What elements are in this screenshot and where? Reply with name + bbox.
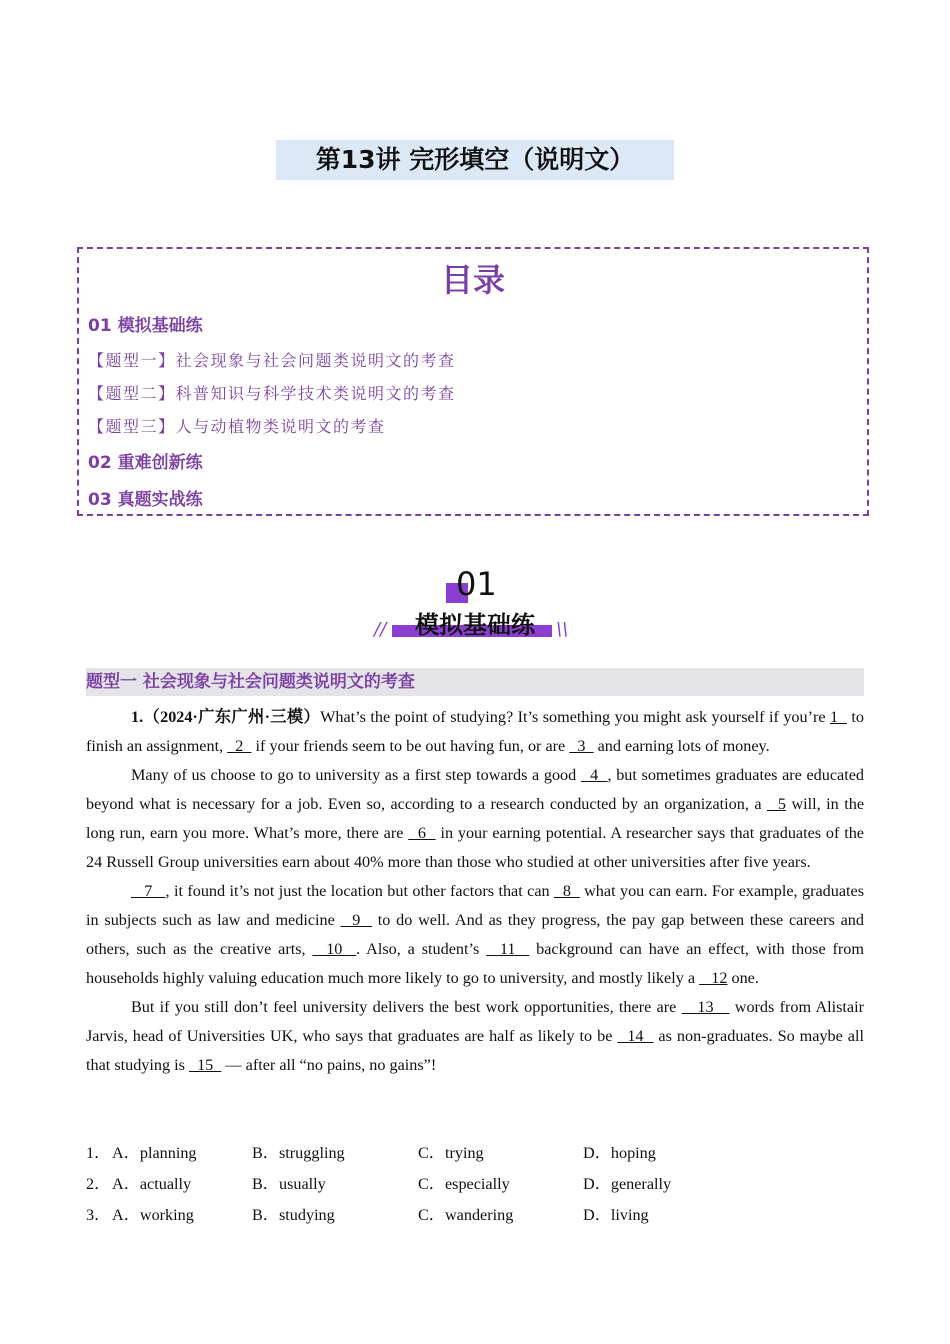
table-of-contents <box>77 247 869 516</box>
passage-text: What’s the point of studying? It’s something you might ask yourself if you’re <box>320 708 831 726</box>
toc-section-1[interactable]: 01 模拟基础练 <box>88 316 203 336</box>
passage-text: will, in the long run, earn you more. What’s more, there are <box>86 795 864 842</box>
blank-13: 13 <box>681 998 730 1016</box>
option-row <box>86 1200 864 1231</box>
passage-text: Many of us choose to go to university as a first step towards a good <box>131 766 581 784</box>
passage-text: to do well. And as they progress, the pay gap between these careers and others, such as the creative arts, <box>86 911 864 958</box>
passage-paragraph <box>86 703 864 761</box>
blank-6: 6 <box>408 824 436 842</box>
blank-5: 5 <box>766 795 787 813</box>
blank-10: 10 <box>312 940 357 958</box>
option-b[interactable]: B．struggling <box>252 1144 345 1162</box>
passage-text: to finish an assignment, <box>86 708 865 755</box>
passage-text: one. <box>727 969 759 987</box>
blank-8: 8 <box>554 882 580 900</box>
toc-sub-2[interactable]: 【题型二】科普知识与科学技术类说明文的考查 <box>88 384 456 403</box>
passage-text: , it found it’s not just the location but other factors that can <box>165 882 555 900</box>
blank-4: 4 <box>580 766 608 784</box>
option-number: 3． <box>86 1206 111 1224</box>
option-a[interactable]: A．working <box>112 1206 194 1224</box>
option-d[interactable]: D．generally <box>583 1175 672 1193</box>
blank-15: 15 <box>188 1056 222 1074</box>
passage-text: as non-graduates. So maybe all that studying is <box>86 1027 864 1074</box>
blank-7: 7 <box>131 882 166 900</box>
cloze-passage <box>86 703 864 1080</box>
option-b[interactable]: B．studying <box>252 1206 335 1224</box>
section-banner <box>370 565 580 647</box>
toc-section-3[interactable]: 03 真题实战练 <box>88 490 203 510</box>
banner-label: 模拟基础练 <box>415 611 535 639</box>
passage-text: words from Alistair Jarvis, head of Universities UK, who says that graduates are half as likely to be <box>86 998 865 1045</box>
blank-14: 14 <box>617 1027 654 1045</box>
toc-sub-3[interactable]: 【题型三】人与动植物类说明文的考查 <box>88 417 386 436</box>
passage-text: if your friends seem to be out having fun, or are <box>251 737 570 755</box>
option-c[interactable]: C．trying <box>418 1144 484 1162</box>
blank-3: 3 <box>569 737 594 755</box>
toc-section-2[interactable]: 02 重难创新练 <box>88 453 203 473</box>
passage-text: background can have an effect, with those from households highly valuing education much more likely to go to university, and mostly likely a <box>86 940 864 987</box>
question-source: 1.（2024·广东广州·三模） <box>131 708 321 726</box>
option-number: 1． <box>86 1144 111 1162</box>
option-d[interactable]: D．hoping <box>583 1144 656 1162</box>
passage-text: But if you still don’t feel university delivers the best work opportunities, there are <box>131 998 682 1016</box>
toc-heading: 目录 <box>440 261 505 299</box>
option-row <box>86 1138 864 1169</box>
blank-2: 2 <box>227 737 252 755</box>
lesson-title: 第13讲 完形填空（说明文） <box>276 140 674 180</box>
option-b[interactable]: B．usually <box>252 1175 326 1193</box>
passage-paragraph <box>86 761 864 877</box>
banner-number: 01 <box>456 565 497 603</box>
blank-11: 11 <box>486 940 530 958</box>
passage-text: what you can earn. For example, graduates in subjects such as law and medicine <box>86 882 865 929</box>
option-a[interactable]: A．planning <box>112 1144 197 1162</box>
option-number: 2． <box>86 1175 111 1193</box>
toc-sub-1[interactable]: 【题型一】社会现象与社会问题类说明文的考查 <box>88 351 456 370</box>
option-c[interactable]: C．especially <box>418 1175 510 1193</box>
passage-text: in your earning potential. A researcher says that graduates of the 24 Russell Group universities earn about 40% more than those who studied at other universities after five years. <box>86 824 864 871</box>
blank-1: 1 <box>830 708 847 726</box>
option-a[interactable]: A．actually <box>112 1175 192 1193</box>
passage-text: — after all “no pains, no gains”! <box>221 1056 437 1074</box>
blank-9: 9 <box>340 911 372 929</box>
passage-text: , but sometimes graduates are educated beyond what is necessary for a job. Even so, according to a research conducted by an organization, a <box>86 766 864 813</box>
passage-text: . Also, a student’s <box>356 940 487 958</box>
option-row <box>86 1169 864 1200</box>
banner-slash-left: // <box>374 619 387 640</box>
question-type-heading: 题型一 社会现象与社会问题类说明文的考查 <box>86 668 864 696</box>
option-c[interactable]: C．wandering <box>418 1206 514 1224</box>
blank-12: 12 <box>699 969 728 987</box>
option-d[interactable]: D．living <box>583 1206 649 1224</box>
answer-options <box>86 1138 864 1231</box>
passage-paragraph <box>86 877 864 993</box>
passage-paragraph <box>86 993 864 1080</box>
passage-text: and earning lots of money. <box>593 737 770 755</box>
banner-slash-right: \\ <box>556 619 569 640</box>
